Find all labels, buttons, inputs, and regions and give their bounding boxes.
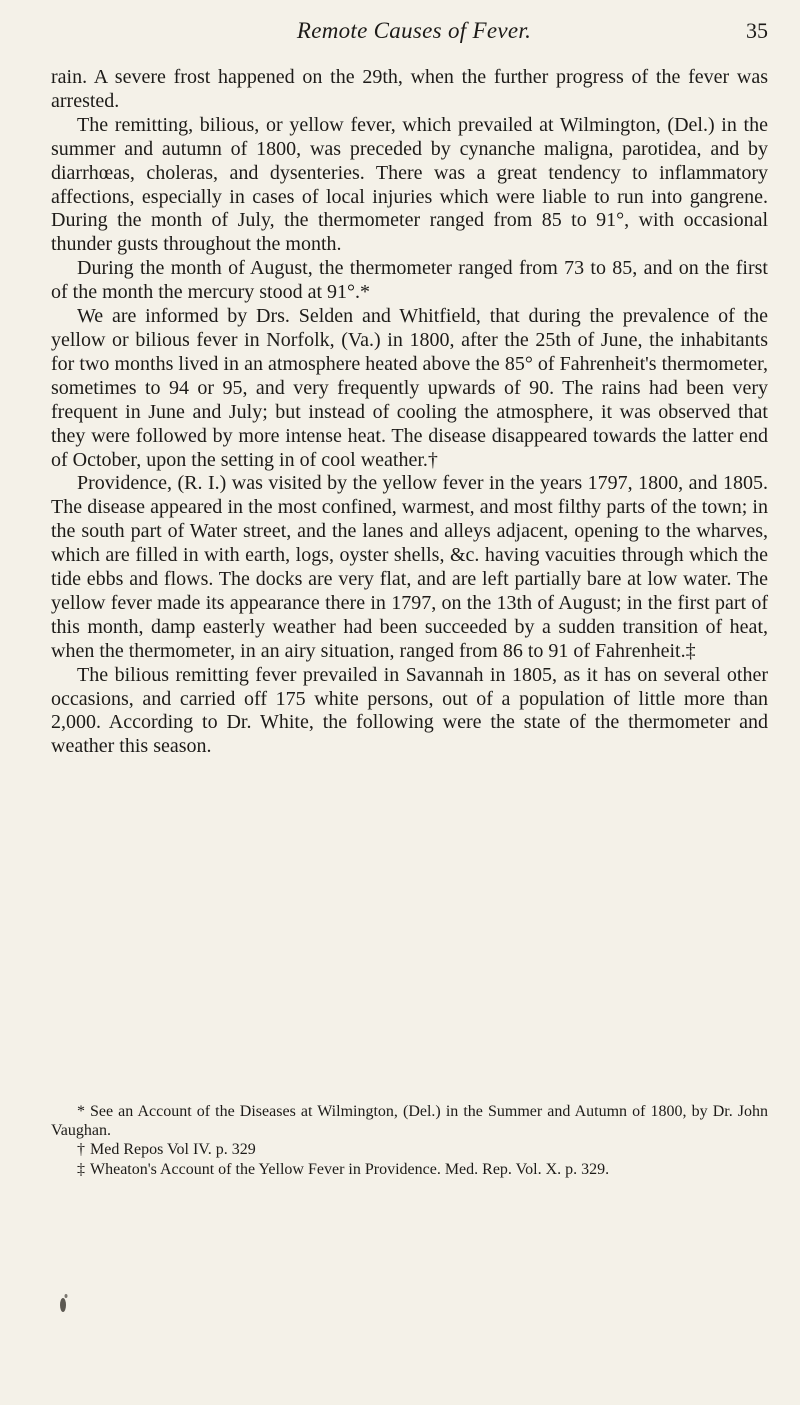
page-number: 35 xyxy=(746,18,768,43)
paragraph-providence: Providence, (R. I.) was visited by the yellow fever in the years 1797, 1800, and 1805. The disease appeared in the most confined, warmest, and most filthy parts of the town; in the south part of Water street, and the lanes and alleys adjacent, opening to the wharves, which are filled in with earth, logs, oyster shells, &c. having vacuities through which the tide ebbs and flows. The docks are very flat, and are left partially bare at low water. The yellow fever made its appearance there in 1797, on the 13th of August; in the first part of this month, damp easterly weather had been succeeded by a sudden transition of heat, when the thermometer, in an airy situation, ranged from 86 to 91 of Fahrenheit.‡ xyxy=(51,472,768,662)
footnote-text: Wheaton's Account of the Yellow Fever in Providence. Med. Rep. Vol. X. p. 329. xyxy=(90,1160,610,1178)
ink-speck xyxy=(65,1294,68,1298)
footnote-marker: † xyxy=(77,1141,85,1159)
paragraph-frost: rain. A severe frost happened on the 29th, when the further progress of the fever was arrested. xyxy=(51,66,768,112)
footnote-text: Med Repos Vol IV. p. 329 xyxy=(90,1141,256,1159)
paragraph-savannah: The bilious remitting fever prevailed in Savannah in 1805, as it has on several other occasions, and carried off 175 white persons, out of a population of little more than 2,000. According to Dr. White, the following were the state of the thermometer and weather this season. xyxy=(51,663,768,758)
footnote-text: See an Account of the Diseases at Wilmington, (Del.) in the Summer and Autumn of 1800, by Dr. John Vaughan. xyxy=(51,1103,768,1140)
ink-speck xyxy=(60,1298,66,1312)
paragraph-wilmington: The remitting, bilious, or yellow fever, which prevailed at Wilmington, (Del.) in the summer and autumn of 1800, was preceded by cynanche maligna, parotidea, and by diarrhœas, choleras, and dysenteries. There was a great tendency to inflammatory affections, especially in cases of local injuries which were liable to run into gangrene. During the month of July, the thermometer ranged from 85 to 91°, with occasional thunder gusts throughout the month. xyxy=(51,113,768,256)
paragraph-august: During the month of August, the thermometer ranged from 73 to 85, and on the first of the month the mercury stood at 91°.* xyxy=(51,257,768,304)
footnote-marker: * xyxy=(77,1103,85,1120)
running-title: Remote Causes of Fever. xyxy=(296,18,532,43)
footnote-marker: ‡ xyxy=(77,1160,85,1178)
paragraph-norfolk: We are informed by Drs. Selden and Whitfield, that during the prevalence of the yellow or bilious fever in Norfolk, (Va.) in 1800, after the 25th of June, the inhabitants for two months lived in an atmosphere heated above the 85° of Fahrenheit's thermometer, sometimes to 94 or 95, and very frequently upwards of 90. The rains had been very frequent in June and July; but instead of cooling the atmosphere, it was observed that they were followed by more intense heat. The disease disappeared towards the latter end of October, upon the setting in of cool weather.† xyxy=(51,305,768,471)
